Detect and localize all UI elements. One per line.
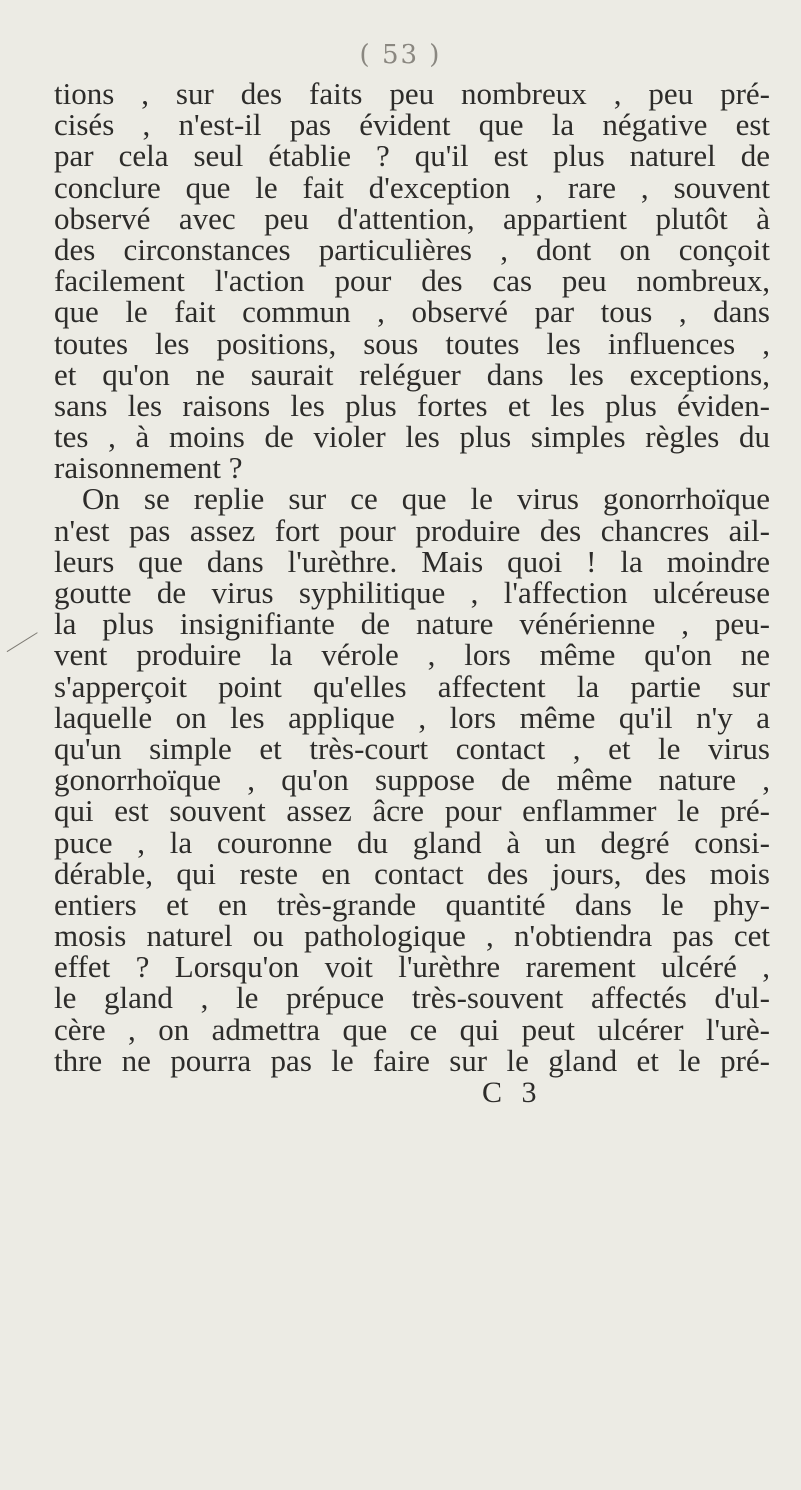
text-line: dérable, qui reste en contact des jours, des mois: [54, 855, 770, 891]
text-line: par cela seul établie ? qu'il est plus naturel de: [54, 138, 770, 174]
text-line: qui est souvent assez âcre pour enflammer le pré-: [54, 793, 770, 829]
text-line: la plus insignifiante de nature vénérienne , peu-: [54, 606, 770, 642]
text-line: gonorrhoïque , qu'on suppose de même nature ,: [54, 762, 770, 798]
text-line: s'apperçoit point qu'elles affectent la partie sur: [54, 668, 770, 704]
text-line: observé avec peu d'attention, appartient plutôt à: [54, 200, 770, 236]
text-line: puce , la couronne du gland à un degré consi-: [54, 824, 770, 860]
text-line: effet ? Lorsqu'on voit l'urèthre rarement ulcéré ,: [54, 949, 770, 985]
text-line: laquelle on les applique , lors même qu'il n'y a: [54, 699, 770, 735]
text-line: leurs que dans l'urèthre. Mais quoi ! la moindre: [54, 543, 770, 579]
signature-mark: C 3: [482, 1076, 543, 1109]
text-line: sans les raisons les plus fortes et les plus éviden-: [54, 387, 770, 423]
margin-pencil-mark: [7, 632, 50, 671]
text-line: le gland , le prépuce très-souvent affectés d'ul-: [54, 980, 770, 1016]
text-line: n'est pas assez fort pour produire des chancres ail-: [54, 512, 770, 548]
text-line: facilement l'action pour des cas peu nombreux,: [54, 263, 770, 299]
text-line: entiers et en très-grande quantité dans le phy-: [54, 886, 770, 922]
text-line: On se replie sur ce que le virus gonorrhoïque: [82, 481, 770, 517]
text-line: qu'un simple et très-court contact , et le virus: [54, 730, 770, 766]
text-line: et qu'on ne saurait reléguer dans les exceptions,: [54, 356, 770, 392]
text-line: tes , à moins de violer les plus simples règles du: [54, 419, 770, 455]
text-line: vent produire la vérole , lors même qu'on ne: [54, 637, 770, 673]
page-number: ( 53 ): [359, 40, 442, 70]
text-line: toutes les positions, sous toutes les influences ,: [54, 325, 770, 361]
text-line: raisonnement ?: [54, 450, 243, 486]
text-line: mosis naturel ou pathologique , n'obtiendra pas cet: [54, 918, 770, 954]
text-line: conclure que le fait d'exception , rare , souvent: [54, 169, 770, 205]
text-line: que le fait commun , observé par tous , dans: [54, 294, 770, 330]
text-line: goutte de virus syphilitique , l'affection ulcéreuse: [54, 575, 770, 610]
text-line: tions , sur des faits peu nombreux , peu pré-: [54, 76, 770, 111]
text-line: cère , on admettra que ce qui peut ulcérer l'urè-: [54, 1011, 770, 1047]
body-text: [54, 78, 770, 1076]
text-line: des circonstances particulières , dont on conçoit: [54, 231, 770, 267]
text-line: cisés , n'est-il pas évident que la négative est: [54, 107, 770, 143]
text-line: thre ne pourra pas le faire sur le gland et le pré-: [54, 1042, 770, 1078]
